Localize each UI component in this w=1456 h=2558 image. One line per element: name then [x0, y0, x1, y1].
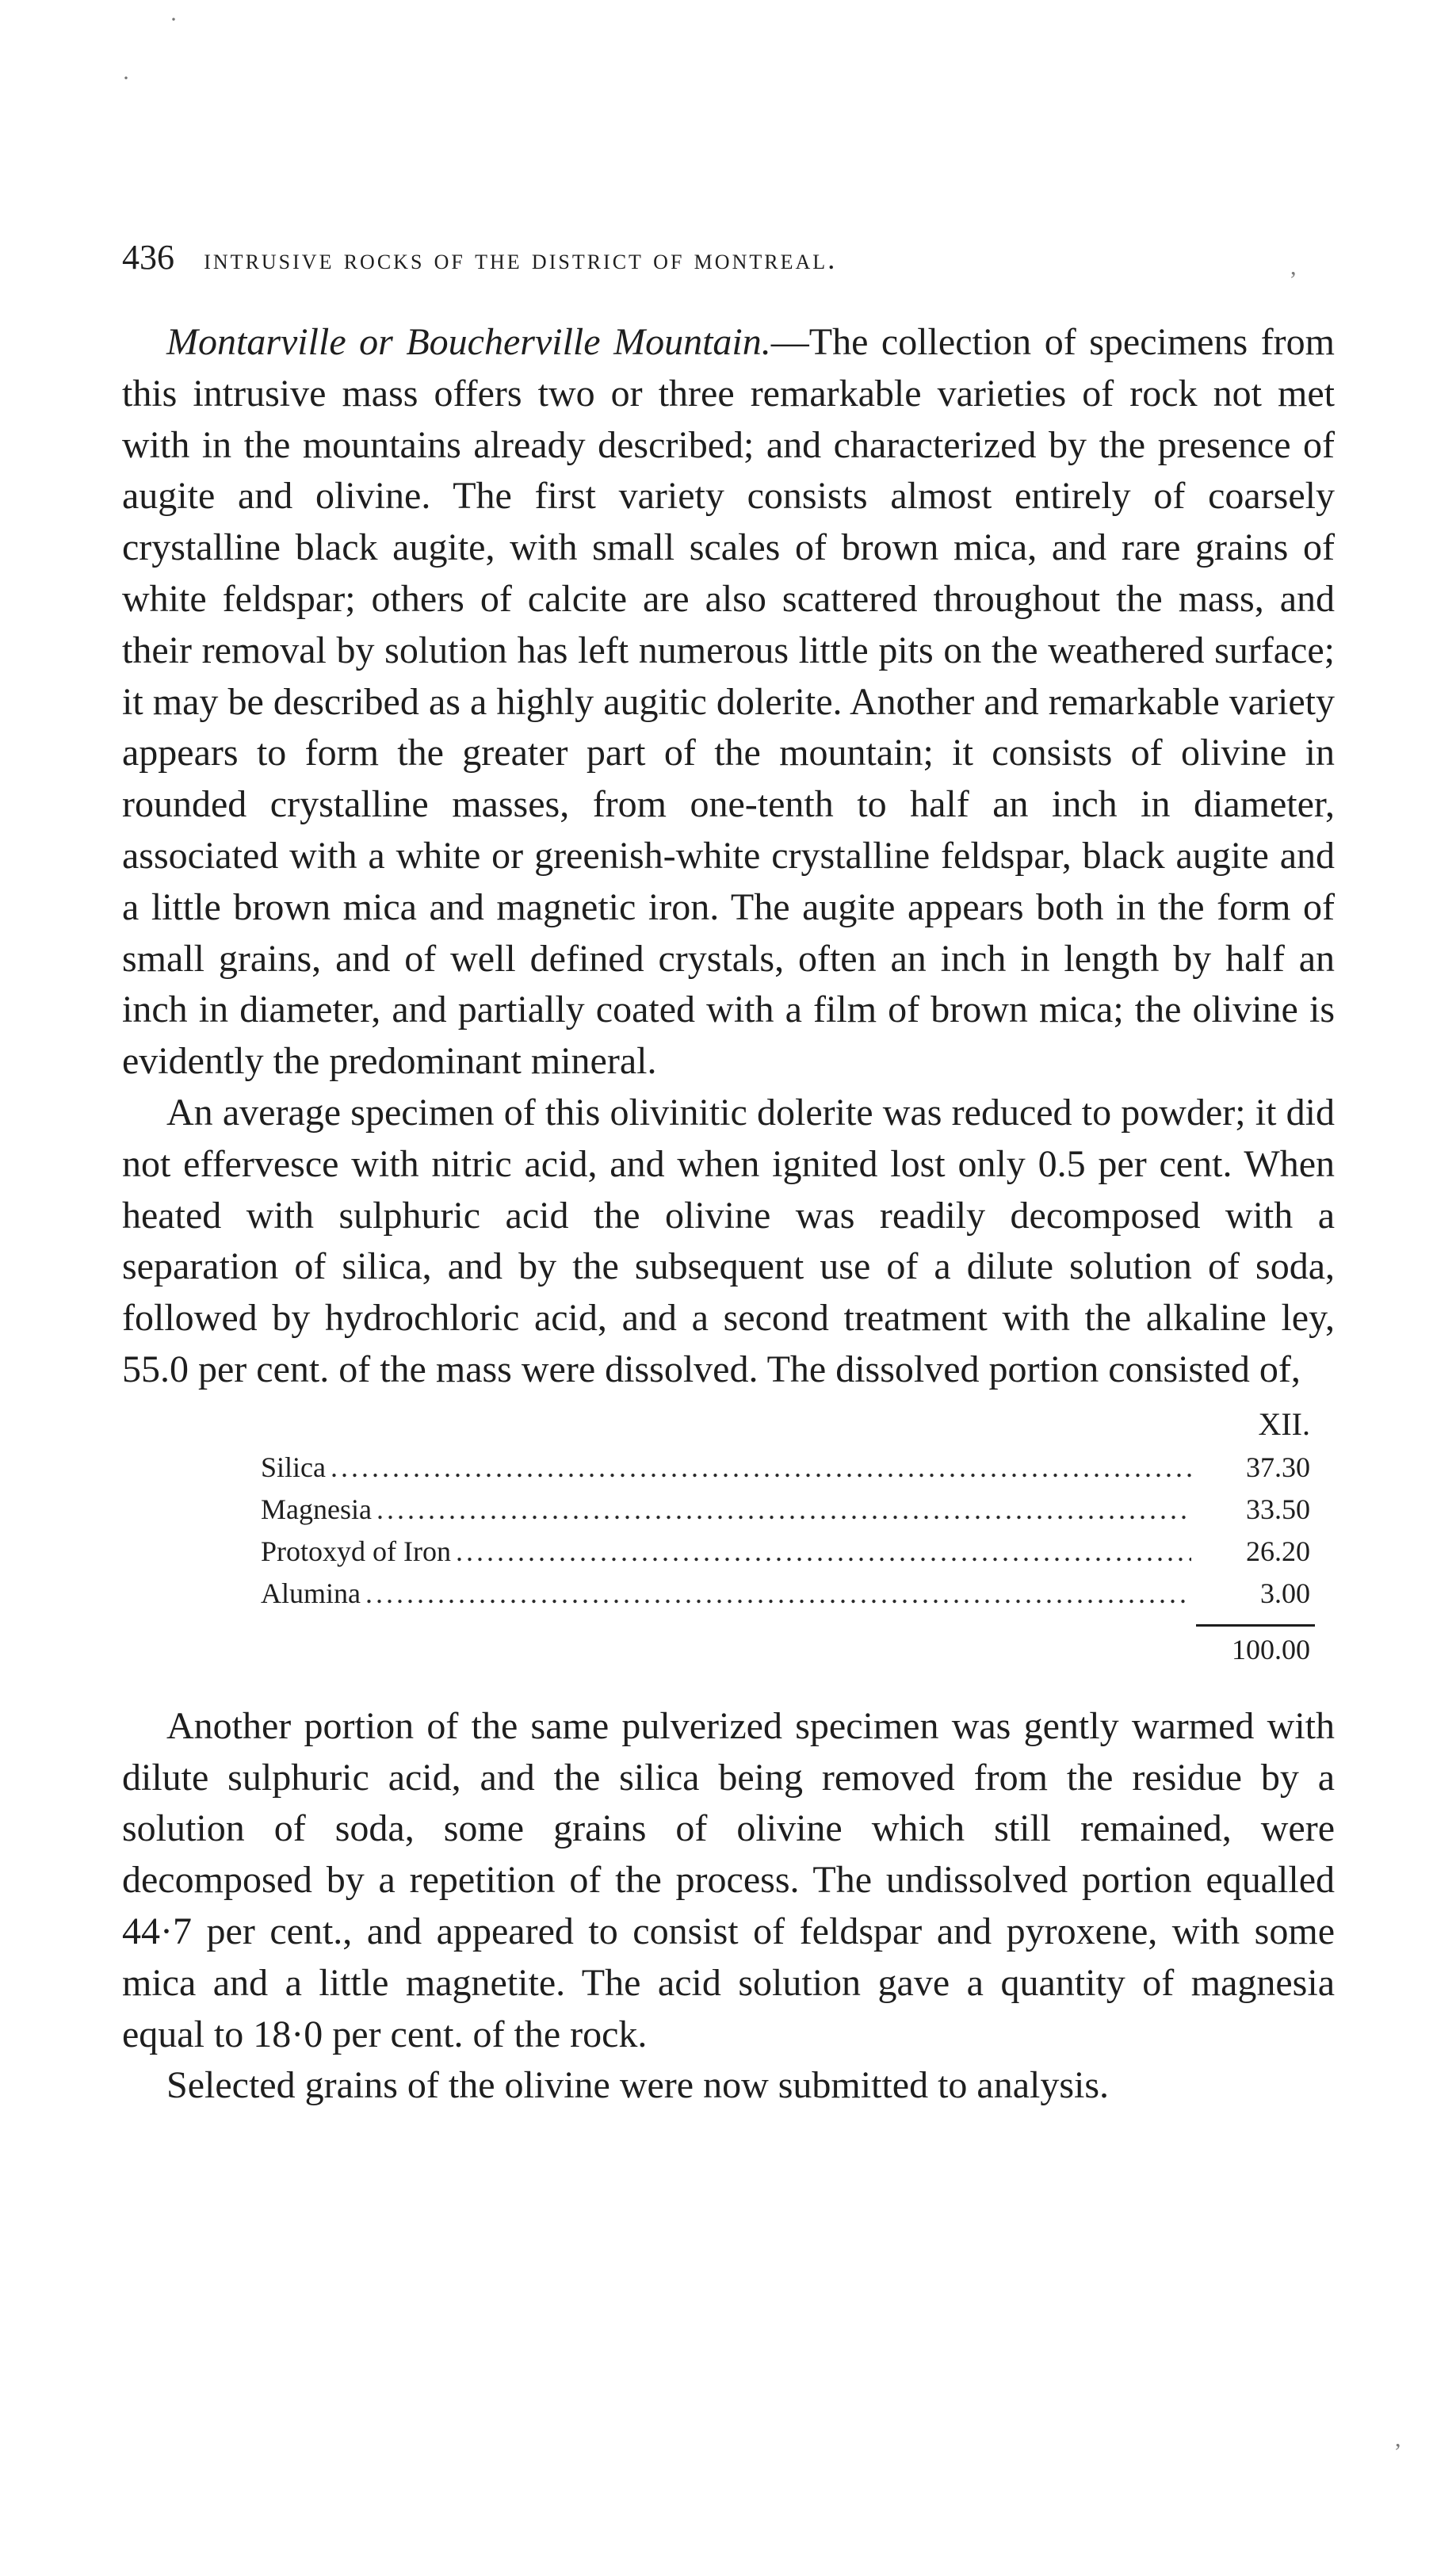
leader-dots: [331, 1447, 1191, 1489]
paragraph-average-specimen: An average specimen of this olivinitic dolerite was reduced to powder; it did not effervesce with nitric acid, and when ignited lost only 0.5 per cent. When heated with sulphuric acid the olivine was readily decomposed with a separation of silica, and by the subsequent use of a dilute solution of soda, followed by hydrochloric acid, and a second treatment with the alkaline ley, 55.0 per cent. of the mass were dissolved. The dissolved portion consisted of,: [122, 1091, 1335, 1390]
scan-speck: ·: [122, 65, 130, 91]
analysis-row-value: 26.20: [1246, 1535, 1310, 1567]
analysis-row-value: 37.30: [1246, 1451, 1310, 1483]
analysis-row-label: Magnesia: [261, 1493, 372, 1525]
page-number: 436: [122, 238, 174, 277]
leader-dots: [456, 1531, 1191, 1573]
analysis-row-value: 3.00: [1260, 1577, 1310, 1609]
analysis-row: [261, 1447, 1315, 1489]
leader-dots: [376, 1489, 1191, 1531]
analysis-table: [261, 1402, 1315, 1673]
analysis-column-header: XII.: [1258, 1405, 1310, 1442]
running-head-title: intrusive rocks of the district of montreal.: [204, 243, 838, 276]
analysis-row: [261, 1489, 1315, 1531]
paragraph-text: —The collection of specimens from this intrusive mass offers two or three remarkable varieties of rock not met with in the mountains already described; and characterized by the presence of augite and olivine. The first variety consists almost entirely of coarsely crystalline black augite, with small scales of brown mica, and rare grains of white feldspar; others of calcite are also scattered throughout the mass, and their removal by solution has left numerous little pits on the weathered surface; it may be described as a highly augitic dolerite. Another and remarkable variety appears to form the greater part of the mountain; it consists of olivine in rounded crystalline masses, from one-tenth to half an inch in diameter, associated with a white or greenish-white crystalline feldspar, black augite and a little brown mica and magnetic iron. The augite appears both in the form of small grains, and of well defined crystals, often an inch in length by half an inch in diameter, and partially coated with a film of brown mica; the olivine is evidently the predominant mineral.: [122, 321, 1335, 1083]
analysis-row-label: Protoxyd of Iron: [261, 1535, 451, 1567]
paragraph-montarville: [122, 317, 1335, 1088]
scan-speck: ,: [1395, 2426, 1401, 2452]
analysis-row-value: 33.50: [1246, 1493, 1310, 1525]
paragraph-selected-grains: Selected grains of the olivine were now submitted to analysis.: [166, 2064, 1110, 2107]
analysis-row: [261, 1531, 1315, 1573]
paragraph-another-portion: Another portion of the same pulverized specimen was gently warmed with dilute sulphuric acid, and the silica being removed from the residue by a solution of soda, some grains of olivine which still remained, were decomposed by a repetition of the process. The undissolved portion equalled 44·7 per cent., and appeared to consist of feldspar and pyroxene, with some mica and a little magnetite. The acid solution gave a quantity of magnesia equal to 18·0 per cent. of the rock.: [122, 1704, 1335, 2055]
analysis-row: [261, 1573, 1315, 1615]
analysis-total: 100.00: [1232, 1633, 1310, 1665]
analysis-row-label: Silica: [261, 1451, 326, 1483]
running-head: [122, 238, 1311, 277]
analysis-row-label: Alumina: [261, 1577, 361, 1609]
page-body: [122, 317, 1335, 2112]
section-heading: Montarville or Boucherville Mountain.: [166, 321, 771, 363]
scan-speck: ,: [1290, 254, 1297, 280]
leader-dots: [365, 1573, 1191, 1615]
scan-speck: ·: [170, 6, 178, 33]
